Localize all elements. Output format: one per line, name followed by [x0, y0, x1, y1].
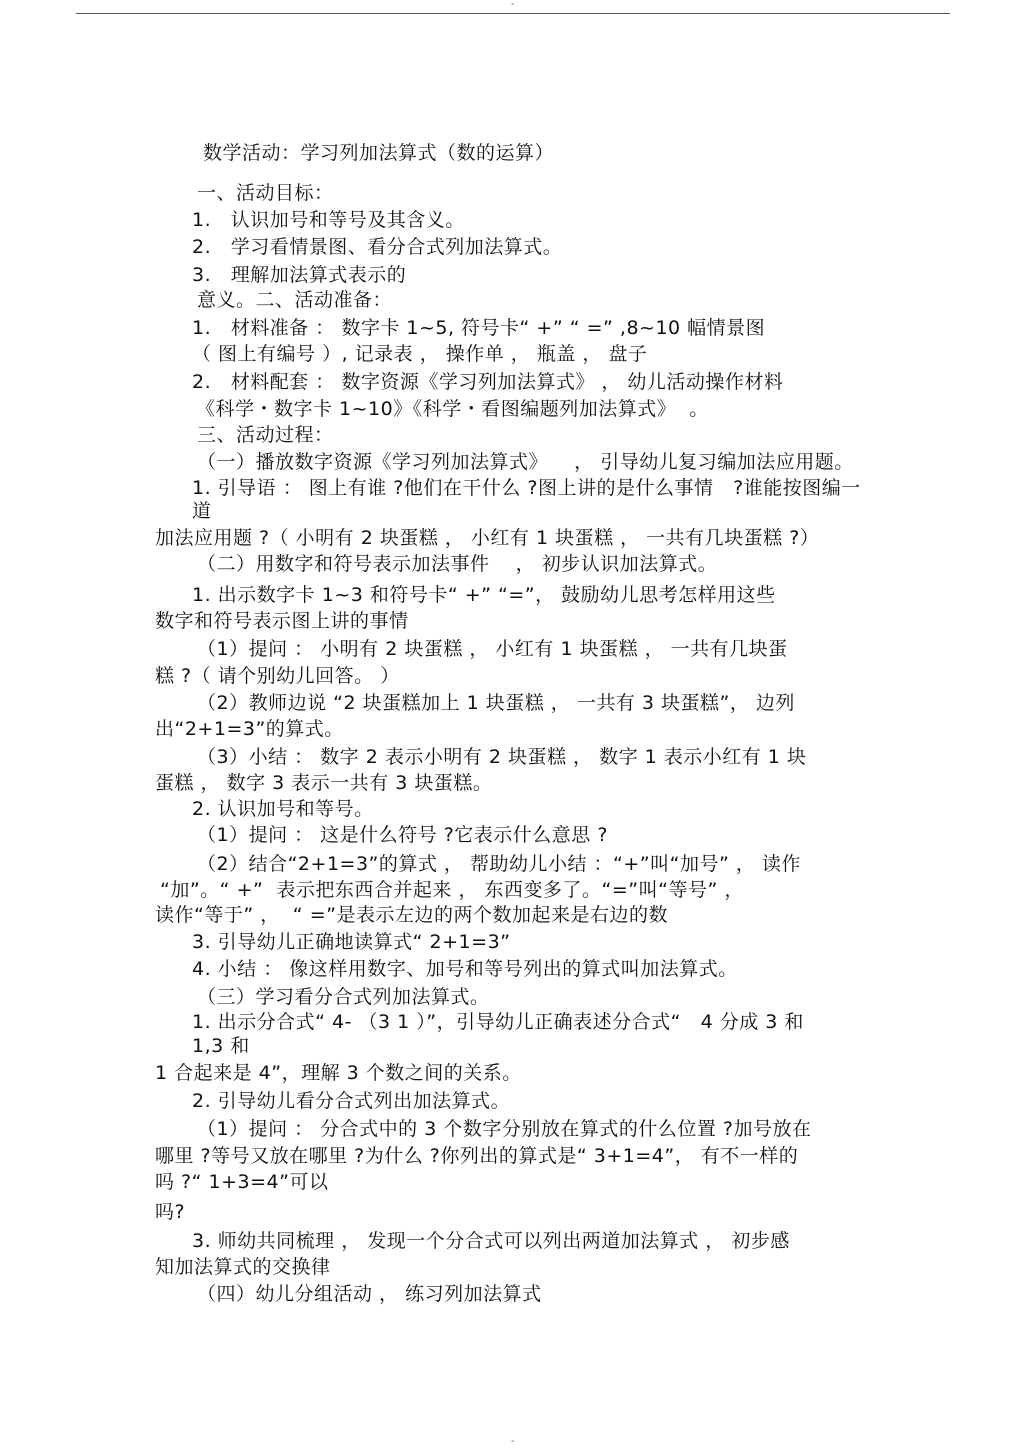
text-line: （一）播放数字资源《学习列加法算式》 ， 引导幼儿复习编加法应用题。 [197, 451, 854, 473]
text-line: 1. 材料准备 ： 数字卡 1~5, 符号卡“ +” “ =” ,8~10 幅情景图 [192, 317, 766, 339]
text-line: 糕 ?（ 请个别幼儿回答。 ） [155, 665, 400, 687]
text-line: （3）小结 ： 数字 2 表示小明有 2 块蛋糕 ， 数字 1 表示小红有 1 块 [197, 746, 807, 768]
text-line: 4. 小结 ： 像这样用数字、加号和等号列出的算式叫加法算式。 [192, 958, 738, 980]
text-line: 2. 认识加号和等号。 [192, 798, 374, 820]
text-line: 道 [192, 500, 212, 522]
text-line: 3. 理解加法算式表示的 [192, 264, 407, 286]
text-line: 1,3 和 [192, 1035, 250, 1057]
text-line: 2. 材料配套 ： 数字资源《学习列加法算式》 ， 幼儿活动操作材料 [192, 371, 784, 393]
text-line: 3. 师幼共同梳理 ， 发现一个分合式可以列出两道加法算式 ， 初步感 [192, 1230, 790, 1252]
text-line: （三）学习看分合式列加法算式。 [197, 986, 490, 1008]
text-line: 加法应用题 ?（ 小明有 2 块蛋糕 ， 小红有 1 块蛋糕 ， 一共有几块蛋糕 ?） [155, 527, 820, 549]
text-line: “加”。“ +” 表示把东西合并起来 ， 东西变多了。“=”叫“等号” ， [160, 879, 744, 901]
section-heading: 三、活动过程： [197, 424, 334, 446]
section-heading: 一、活动目标： [197, 182, 334, 204]
text-line: （二）用数字和符号表示加法事件 ， 初步认识加法算式。 [197, 553, 718, 575]
text-line: 2. 学习看情景图、看分合式列加法算式。 [192, 236, 563, 258]
text-line: 1. 出示分合式“ 4- （3 1 ）”，引导幼儿正确表述分合式“ 4 分成 3 和 [192, 1011, 804, 1033]
header-marker: - [511, 0, 515, 10]
text-line: 吗? [155, 1201, 186, 1223]
text-line: 2. 引导幼儿看分合式列出加法算式。 [192, 1090, 511, 1112]
text-line: （1）提问 ： 这是什么符号 ?它表示什么意思 ? [197, 824, 608, 846]
text-line: 读作“等于” ， “ =”是表示左边的两个数加起来是右边的数 [155, 904, 668, 926]
header-rule [76, 13, 950, 14]
footer-marker: - [511, 1436, 515, 1447]
text-line: （四）幼儿分组活动 ， 练习列加法算式 [197, 1283, 542, 1305]
text-line: 知加法算式的交换律 [155, 1256, 331, 1278]
text-line: （ 图上有编号 ）, 记录表 ， 操作单 ， 瓶盖 ， 盘子 [192, 343, 648, 365]
text-line: 哪里 ?等号又放在哪里 ?为什么 ?你列出的算式是“ 3+1=4”， 有不一样的 [155, 1145, 799, 1167]
text-line: 1. 引导语 ： 图上有谁 ?他们在干什么 ?图上讲的是什么事情 ?谁能按图编一 [192, 477, 861, 499]
text-line: 1. 认识加号和等号及其含义。 [192, 209, 465, 231]
text-line: 1 合起来是 4”，理解 3 个数之间的关系。 [155, 1062, 522, 1084]
text-line: 3. 引导幼儿正确地读算式“ 2+1=3” [192, 931, 511, 953]
text-line: 吗 ?“ 1+3=4”可以 [155, 1171, 329, 1193]
text-line: （2）教师边说 “2 块蛋糕加上 1 块蛋糕 ， 一共有 3 块蛋糕”， 边列 [197, 692, 795, 714]
text-line: 出“2+1=3”的算式。 [155, 718, 344, 740]
doc-title: 数学活动：学习列加法算式（数的运算） [203, 142, 555, 164]
text-line: （1）提问 ： 小明有 2 块蛋糕 ， 小红有 1 块蛋糕 ， 一共有几块蛋 [197, 638, 788, 660]
text-line: （2）结合“2+1=3”的算式 ， 帮助幼儿小结 ：“+”叫“加号” ， 读作 [197, 853, 801, 875]
text-line: 数字和符号表示图上讲的事情 [155, 610, 409, 632]
text-line: （1）提问 ： 分合式中的 3 个数字分别放在算式的什么位置 ?加号放在 [197, 1118, 812, 1140]
text-line: 《科学・数字卡 1~10》《科学・看图编题列加法算式》 。 [196, 398, 709, 420]
text-line: 蛋糕 ， 数字 3 表示一共有 3 块蛋糕。 [155, 772, 493, 794]
section-heading: 意义。二、活动准备： [197, 289, 393, 311]
text-line: 1. 出示数字卡 1~3 和符号卡“ +” “=”， 鼓励幼儿思考怎样用这些 [192, 584, 776, 606]
